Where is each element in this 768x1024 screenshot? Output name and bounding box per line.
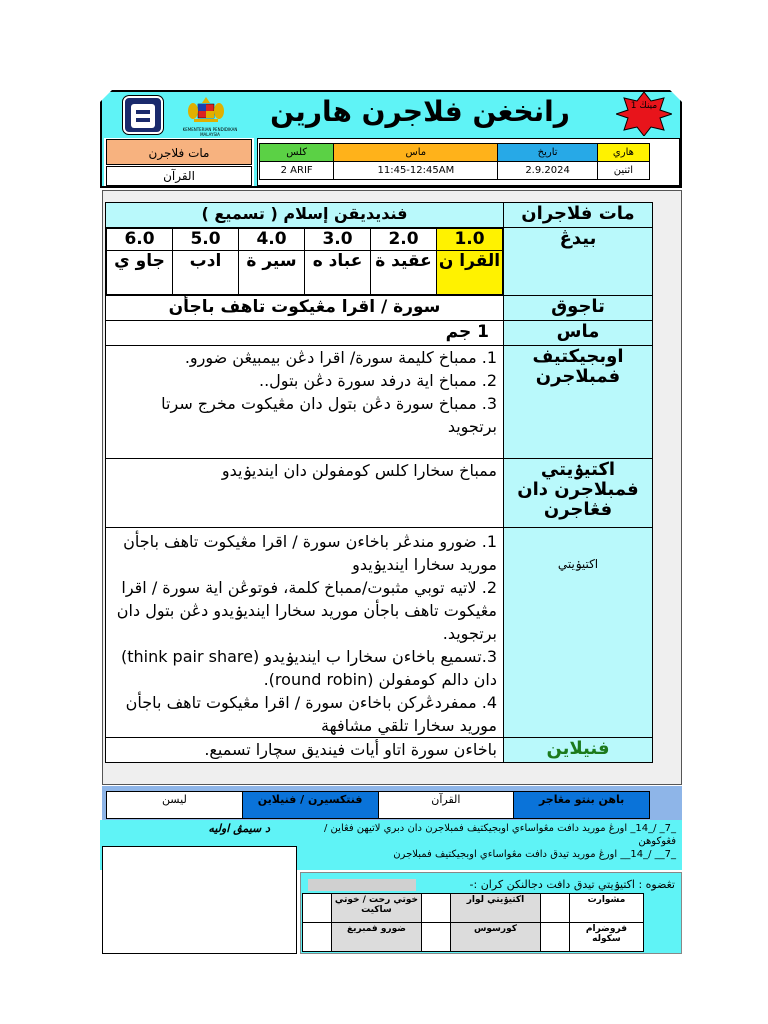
bidang-name: سير ة [239,251,305,295]
reason-external-activity: اکتيۏيتي لوار [450,894,540,923]
bidang-number: 4.0 [239,229,305,251]
reason-checkbox[interactable] [541,894,570,923]
objective-item: 2. ممباخ اية درفد سورة دڠن بتول.. [259,371,497,390]
reason-checkbox[interactable] [303,894,332,923]
day-value: اثنين [597,162,649,180]
activity-step: 1. ضورو مندڠر باخاءن سورة / اقرا مڠيکوت تاهف باجأن موريد سخارا اينديۏيدو [123,532,497,574]
subject-value: القرآن [106,166,252,186]
bidang-name: عباد ه [305,251,371,295]
bidang-number: 6.0 [107,229,173,251]
reason-checkbox[interactable] [422,923,451,952]
bidang-name: عقيد ة [371,251,437,295]
bidang-number: 1.0 [437,229,503,251]
subject-row-value: فنديديقن إسلام ( تسميع ) [106,203,504,228]
class-header: كلس [260,144,334,162]
activity-step: 3.تسميع باخاءن سخارا ب اينديۏيدو (think pair share) دان دالم کومفولن (round robin). [120,647,497,689]
reference-table [106,791,650,819]
objective-list [106,346,504,459]
bidang-label: بيدڠ [504,228,653,296]
activity-label: اکتيۏيتي فمبلاجرن دان فڠاجرن [504,459,653,528]
reason-teacher-duty: ضورو فمبريغ [331,923,421,952]
page-title: رانخغن فلاجرن هارين [270,95,570,128]
bidang-name: القرا ن [437,251,503,295]
class-info-table [259,143,650,180]
activity-step: 2. لاتيه توبي مثبوت/ممباخ کلمة، فوتوڠن اية سورة / اقرا مڠيکوت تاهف باجأن موريد سخارا اينديۏيدو دڠن بتول دان برتجويد. [116,578,497,643]
class-value: 2 ARIF [260,162,334,180]
subject-row-label: مات فلاجران [504,203,653,228]
reflection-text [300,822,676,868]
bidang-number: 5.0 [173,229,239,251]
assessment-method-label: فنتکسيرن / فنيلاين [242,792,378,819]
day-header: هاري [597,144,649,162]
time-header: ماس [334,144,498,162]
duration-label: ماس [504,321,653,346]
bidang-name: ادب [173,251,239,295]
reason-course: کورسوس [450,923,540,952]
reason-checkbox[interactable] [541,923,570,952]
date-header: تاريخ [498,144,597,162]
reason-leave: خوتي رحت / خوتي ساکيت [331,894,421,923]
lesson-plan-table [105,202,653,763]
cancellation-heading: تڠضوه : اکتيۏيتي تيدق دافت دجالنکن کران :- [469,878,675,891]
activity-step: 4. ممفردڠرکن باخاءن سورة / اقرا مڠيکوت تاهف باجأن موريد سخارا تلقي مشافهة [125,693,497,735]
badge-label: مينڬ 1 [630,101,658,111]
objective-item: 1. ممباخ کليمة سورة/ اقرا دڠن بيمبيڠن ضورو. [184,348,497,367]
bidang-table [106,228,503,295]
bidang-number: 3.0 [305,229,371,251]
bidang-cell [106,228,504,296]
duration-value: 1 جم [106,321,504,346]
activity-steps-list [106,528,504,738]
cancellation-table [302,893,644,952]
crest-caption: KEMENTERIAN PENDIDIKAN MALAYSIA [182,127,238,137]
reason-checkbox[interactable] [303,923,332,952]
objective-item: 3. ممباخ سورة دڠن بتول دان مڠيکوت مخرج سرتا برتجويد [161,394,497,436]
malaysia-crest-icon [186,95,226,125]
assessment-value: باخاءن سورة اتاو أيات فينديق سچارا تسميع. [106,738,504,763]
reason-school-program: فروضرام سکوله [569,923,643,952]
assessment-label: فنيلاين [504,738,653,763]
reason-checkbox[interactable] [422,894,451,923]
date-value: 2.9.2024 [498,162,597,180]
reason-meeting: مشوارت [569,894,643,923]
objective-label: اوبجيكتيف فمبلاجرن [504,346,653,459]
teaching-aid-value: القرآن [378,792,514,819]
bidang-number: 2.0 [371,229,437,251]
signature-box[interactable] [102,846,297,954]
activity-steps-label: اکتيۏيتي [504,528,653,738]
subject-label: مات فلاجرن [106,139,252,165]
time-value: 11:45-12:45AM [334,162,498,180]
reflection-line: _7_ /_14_ اورڠ موريد دافت مڠواساءي اوبجيكتيف فمبلاجرن دان دبري لاتيهن فڠاين / فڠوکوهن [324,823,676,847]
school-logo-icon [123,96,163,134]
topic-value: سورة / اقرا مڠيکوت تاهف باجأن [106,296,504,321]
assessment-method-value: ليسن [107,792,243,819]
teaching-aid-label: باهن بنتو مڠاجر [514,792,650,819]
reviewed-by-label: د سيمڨ اوليه [208,822,270,835]
bidang-name: جاو ي [107,251,173,295]
reflection-line: _7__ /_14__ اورڠ موريد تيدق دافت مڠواساءي اوبجيكتيف فمبلاجرن [393,849,676,860]
activity-value: ممباخ سخارا کلس کومفولن دان اينديۏيدو [106,459,504,528]
topic-label: تاجوق [504,296,653,321]
